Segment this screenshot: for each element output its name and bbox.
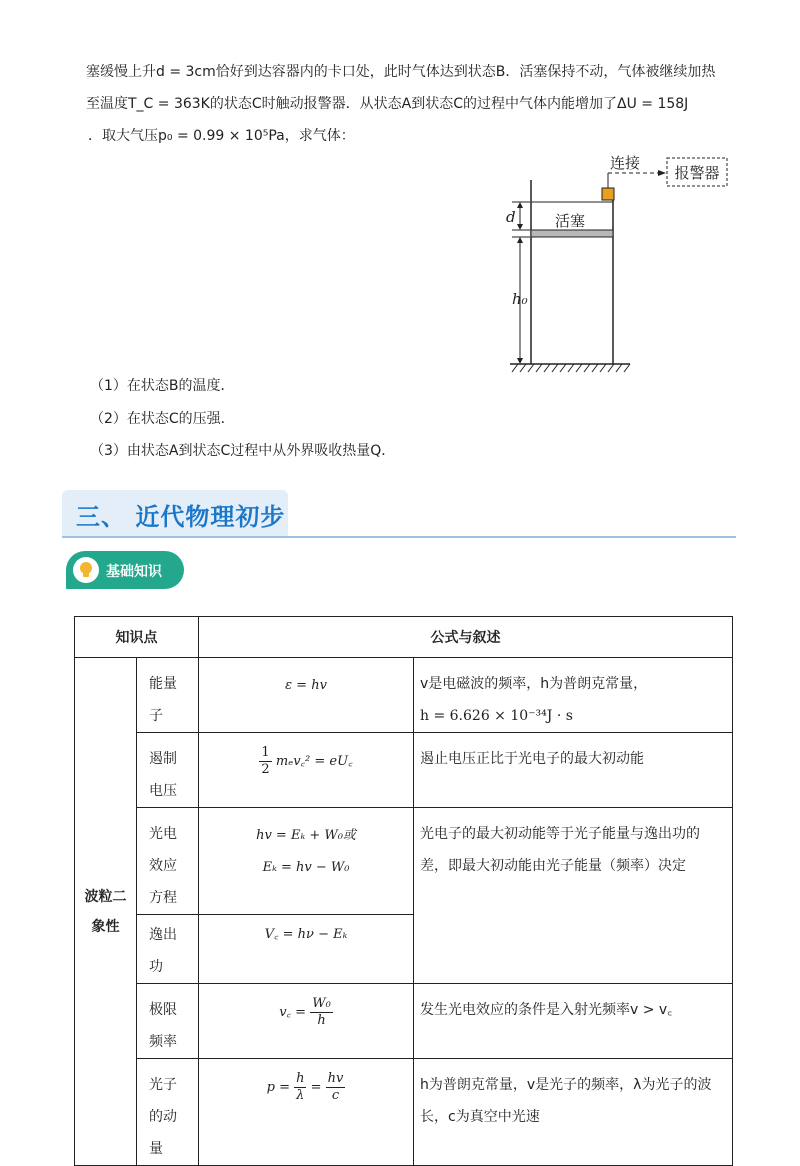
piston [531, 230, 613, 237]
problem-line-1: 塞缓慢上升d = 3cm恰好到达容器内的卡口处，此时气体达到状态B．活塞保持不动，气体被继续加热 [86, 64, 716, 80]
numerator: W₀ [312, 996, 331, 1011]
description-line: v是电磁波的频率，h为普朗克常量， [420, 676, 648, 692]
fraction [326, 1071, 346, 1104]
knowledge-table [74, 616, 733, 1166]
badge-label: 基础知识 [106, 564, 162, 580]
connect-label: 连接 [610, 154, 641, 172]
question-2: （2）在状态C的压强． [90, 411, 235, 427]
formula [199, 733, 414, 808]
knowledge-point: 遏制电压 [137, 733, 199, 808]
table-row [75, 733, 733, 808]
header-formula-description: 公式与叙述 [199, 617, 733, 658]
piston-label: 活塞 [555, 212, 586, 230]
fraction [310, 996, 333, 1029]
formula-eq: = [310, 1080, 322, 1095]
table-row [75, 1059, 733, 1166]
denominator: c [331, 1088, 340, 1103]
formula-line: Eₖ = hv − W₀ [262, 860, 350, 875]
knowledge-point: 光电效应方程 [137, 808, 199, 915]
formula: V꜀ = hν − Eₖ [199, 915, 414, 984]
description [414, 658, 733, 733]
problem-line-2: 至温度T_C = 363K的状态C时触动报警器．从状态A到状态C的过程中气体内能增加了ΔU = 158J [86, 96, 689, 112]
knowledge-point: 逸出功 [137, 915, 199, 984]
section-rule [62, 536, 736, 538]
alarm-label: 报警器 [674, 164, 720, 182]
description: 发生光电效应的条件是入射光频率v > v꜀ [414, 984, 733, 1059]
lightbulb-icon [73, 557, 99, 583]
formula [199, 984, 414, 1059]
header-knowledge-point: 知识点 [75, 617, 199, 658]
denominator: λ [296, 1088, 305, 1103]
table-row [75, 984, 733, 1059]
formula-lhs: p = [266, 1080, 290, 1095]
description-line: h = 6.626 × 10⁻³⁴J · s [420, 708, 573, 724]
section-title: 三、 近代物理初步 [76, 503, 286, 531]
description: h为普朗克常量，v是光子的频率，λ为光子的波长，c为真空中光速 [414, 1059, 733, 1166]
piston-diagram [500, 148, 740, 378]
formula-lhs: v꜀ = [279, 1005, 307, 1020]
d-label: d [506, 208, 516, 226]
basic-knowledge-badge [66, 551, 184, 589]
category-cell: 波粒二象性 [75, 658, 137, 1166]
table-row [75, 808, 733, 915]
description: 遏止电压正比于光电子的最大初动能 [414, 733, 733, 808]
numerator: h [296, 1071, 305, 1086]
fraction [294, 1071, 306, 1104]
formula-line: hv = Eₖ + W₀或 [256, 828, 356, 843]
description: 光电子的最大初动能等于光子能量与逸出功的差，即最大初动能由光子能量（频率）决定 [414, 808, 733, 984]
knowledge-point: 光子的动量 [137, 1059, 199, 1166]
formula [199, 1059, 414, 1166]
table-row [75, 658, 733, 733]
question-1: （1）在状态B的温度． [90, 378, 235, 394]
denominator: h [317, 1013, 326, 1028]
table-header-row [75, 617, 733, 658]
problem-line-3: ．取大气压p₀ = 0.99 × 10⁵Pa，求气体： [88, 128, 355, 144]
formula-rest: mₑv꜀² = eU꜀ [275, 754, 353, 769]
knowledge-point: 极限频率 [137, 984, 199, 1059]
h0-label: h₀ [512, 290, 528, 308]
sensor [602, 188, 614, 200]
question-3: （3）由状态A到状态C过程中从外界吸收热量Q． [90, 443, 396, 459]
numerator: 1 [261, 745, 270, 760]
knowledge-point: 能量子 [137, 658, 199, 733]
numerator: hv [327, 1071, 344, 1086]
formula [199, 808, 414, 915]
fraction [259, 745, 271, 778]
denominator: 2 [261, 762, 270, 777]
formula: ε = hv [199, 658, 414, 733]
